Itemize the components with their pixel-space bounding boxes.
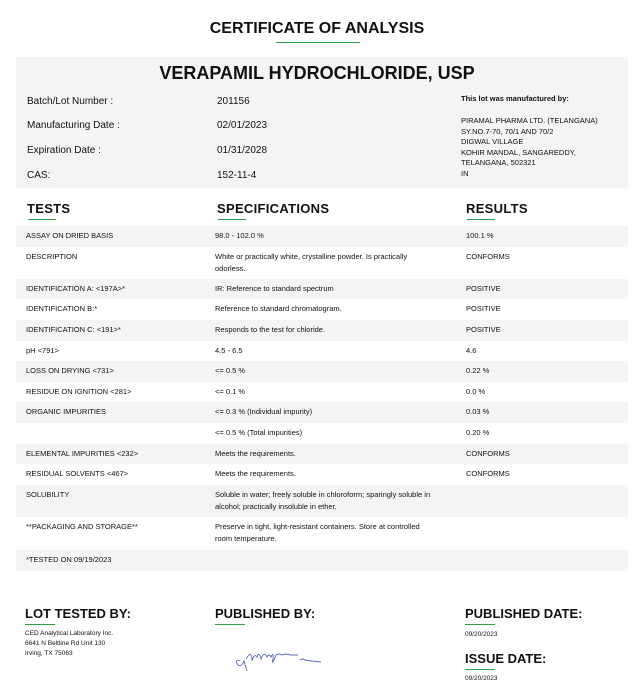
test-cell: IDENTIFICATION C: <191>* bbox=[26, 325, 121, 334]
heading-underline bbox=[465, 624, 495, 625]
published-by-heading: PUBLISHED BY: bbox=[215, 606, 316, 621]
published-date-value: 09/20/2023 bbox=[465, 631, 498, 638]
exp-date-value: 01/31/2028 bbox=[217, 145, 268, 156]
table-row bbox=[16, 226, 628, 247]
test-cell: ORGANIC IMPURITIES bbox=[26, 407, 107, 416]
lab-address bbox=[25, 629, 113, 659]
results-header: RESULTS bbox=[466, 201, 528, 216]
table-row bbox=[16, 423, 628, 444]
specification-cell: Soluble in water; freely soluble in chloroform; sparingly soluble in alcohol; practically insoluble in ether. bbox=[215, 490, 431, 511]
manufacturer-heading: This lot was manufactured by: bbox=[461, 94, 569, 103]
heading-underline bbox=[215, 624, 245, 625]
address-line: IN bbox=[461, 168, 469, 178]
specification-cell: White or practically white, crystalline powder. Is practically odorless. bbox=[215, 252, 408, 273]
specification-cell: Meets the requirements. bbox=[215, 469, 296, 478]
specification-cell: Reference to standard chromatogram. bbox=[215, 304, 342, 313]
table-row bbox=[16, 550, 628, 571]
test-cell: IDENTIFICATION A: <197A>* bbox=[26, 284, 126, 293]
table-row bbox=[16, 444, 628, 464]
table-row bbox=[16, 247, 628, 279]
specification-cell: 98.0 - 102.0 % bbox=[215, 231, 264, 240]
result-cell: 0.03 % bbox=[466, 407, 490, 416]
result-cell: POSITIVE bbox=[466, 304, 501, 313]
specification-cell: IR: Reference to standard spectrum bbox=[215, 284, 334, 293]
address-line: KOHIR MANDAL, SANGAREDDY, bbox=[461, 147, 576, 157]
address-line: DIGWAL VILLAGE bbox=[461, 137, 524, 146]
table-row bbox=[16, 320, 628, 341]
specification-cell: <= 0.5 % bbox=[215, 366, 246, 375]
specification-cell: Responds to the test for chloride. bbox=[215, 325, 326, 334]
manufacturer-address bbox=[461, 116, 598, 179]
tests-header: TESTS bbox=[27, 201, 71, 216]
specification-cell: <= 0.3 % (Individual impurity) bbox=[215, 407, 313, 416]
issue-date-value: 09/20/2023 bbox=[465, 675, 498, 682]
result-cell: CONFORMS bbox=[466, 252, 510, 261]
specification-cell: <= 0.5 % (Total impurities) bbox=[215, 428, 303, 437]
result-cell: CONFORMS bbox=[466, 449, 510, 458]
result-cell: POSITIVE bbox=[466, 284, 501, 293]
test-cell: *TESTED ON 09/19/2023 bbox=[26, 555, 112, 564]
exp-date-label: Expiration Date : bbox=[27, 145, 101, 156]
table-row bbox=[16, 382, 628, 402]
table-row bbox=[16, 279, 628, 299]
signature-image bbox=[232, 645, 328, 675]
test-cell: **PACKAGING AND STORAGE** bbox=[26, 522, 138, 531]
mfg-date-value: 02/01/2023 bbox=[217, 120, 268, 131]
document-title: CERTIFICATE OF ANALYSIS bbox=[209, 20, 425, 37]
test-cell: RESIDUAL SOLVENTS <467> bbox=[26, 469, 129, 478]
specifications-header: SPECIFICATIONS bbox=[217, 201, 330, 216]
table-row bbox=[16, 341, 628, 361]
test-cell: RESIDUE ON IGNITION <281> bbox=[26, 387, 132, 396]
batch-label: Batch/Lot Number : bbox=[27, 96, 114, 107]
test-cell: ASSAY ON DRIED BASIS bbox=[26, 231, 114, 240]
table-row bbox=[16, 361, 628, 382]
result-cell: 100.1 % bbox=[466, 231, 494, 240]
result-cell: CONFORMS bbox=[466, 469, 510, 478]
test-cell: pH <791> bbox=[26, 346, 59, 355]
test-cell: ELEMENTAL IMPURITIES <232> bbox=[26, 449, 139, 458]
test-cell: IDENTIFICATION B:* bbox=[26, 304, 98, 313]
product-name: VERAPAMIL HYDROCHLORIDE, USP bbox=[159, 63, 475, 83]
result-cell: 0.22 % bbox=[466, 366, 490, 375]
specification-cell: Meets the requirements. bbox=[215, 449, 296, 458]
results-underline bbox=[467, 219, 495, 220]
table-row bbox=[16, 485, 628, 517]
specification-cell: Preserve in tight, light-resistant containers. Store at controlled room temperature. bbox=[215, 522, 420, 543]
test-cell: DESCRIPTION bbox=[26, 252, 78, 261]
lot-tested-by-heading: LOT TESTED BY: bbox=[25, 606, 131, 621]
test-cell: SOLUBILITY bbox=[26, 490, 70, 499]
results-table bbox=[16, 226, 628, 571]
table-row bbox=[16, 402, 628, 423]
tests-underline bbox=[28, 219, 56, 220]
title-underline bbox=[276, 42, 360, 43]
result-cell: 0.20 % bbox=[466, 428, 490, 437]
address-line: TELANGANA, 502321 bbox=[461, 158, 536, 167]
batch-value: 201156 bbox=[217, 96, 250, 107]
table-row bbox=[16, 299, 628, 320]
result-cell: 4.6 bbox=[466, 346, 477, 355]
mfg-date-label: Manufacturing Date : bbox=[27, 120, 120, 131]
heading-underline bbox=[25, 624, 55, 625]
lab-line: Irving, TX 75063 bbox=[25, 650, 73, 657]
specification-cell: <= 0.1 % bbox=[215, 387, 246, 396]
test-cell: LOSS ON DRYING <731> bbox=[26, 366, 114, 375]
table-row bbox=[16, 464, 628, 485]
table-row bbox=[16, 517, 628, 550]
specifications-underline bbox=[218, 219, 246, 220]
result-cell: POSITIVE bbox=[466, 325, 501, 334]
cas-value: 152-11-4 bbox=[217, 170, 257, 181]
heading-underline bbox=[465, 669, 495, 670]
issue-date-heading: ISSUE DATE: bbox=[465, 651, 547, 666]
address-line: PIRAMAL PHARMA LTD. (TELANGANA) bbox=[461, 116, 598, 125]
result-cell: 0.0 % bbox=[466, 387, 486, 396]
published-date-heading: PUBLISHED DATE: bbox=[465, 606, 583, 621]
specification-cell: 4.5 - 6.5 bbox=[215, 346, 243, 355]
lab-line: CED Analytical Laboratory Inc. bbox=[25, 630, 114, 637]
cas-label: CAS: bbox=[27, 170, 51, 181]
address-line: SY.NO.7-70, 70/1 AND 70/2 bbox=[461, 126, 554, 136]
lab-line: 6641 N Beltline Rd Unit 130 bbox=[25, 640, 106, 647]
